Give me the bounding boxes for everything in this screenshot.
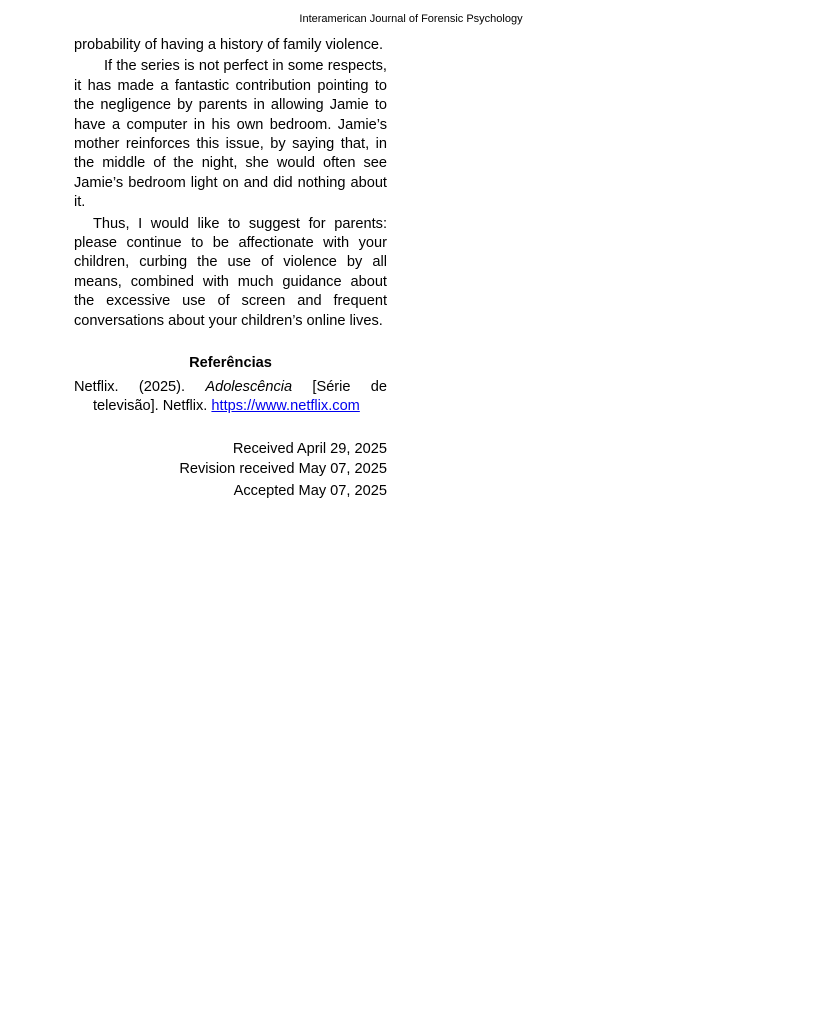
body-paragraph-continued: probability of having a history of family violence. bbox=[74, 37, 384, 53]
running-header: Interamerican Journal of Forensic Psychology bbox=[299, 13, 523, 25]
references-heading: Referências bbox=[189, 355, 272, 372]
reference-details: [Série de televisão]. Netflix. bbox=[93, 378, 388, 414]
received-date: Received April 29, 2025 bbox=[232, 441, 387, 458]
accepted-date: Accepted May 07, 2025 bbox=[233, 483, 387, 500]
reference-author-year: Netflix. (2025). bbox=[74, 378, 206, 395]
revision-date: Revision received May 07, 2025 bbox=[179, 460, 387, 477]
reference-entry bbox=[74, 378, 387, 417]
reference-url-link[interactable]: https://www.netflix.com bbox=[211, 397, 360, 414]
body-paragraph-series: If the series is not perfect in some respects, it has made a fantastic contribution pointing to the negligence by parents in allowing Jamie to have a computer in his own bedroom. Jamie’s mother reinforces this issue, by saying that, in the middle of the night, she would often see Jamie’s bedroom light on and did nothing about it. bbox=[74, 58, 387, 211]
submission-dates bbox=[74, 440, 387, 501]
body-paragraph-suggestion: Thus, I would like to suggest for parents: please continue to be affectionate with your children, curbing the use of violence by all means, combined with much guidance about the excessive use of screen and frequent conversations about your children’s online lives. bbox=[74, 215, 387, 329]
reference-title: Adolescência bbox=[205, 378, 293, 395]
text-column bbox=[74, 36, 387, 502]
